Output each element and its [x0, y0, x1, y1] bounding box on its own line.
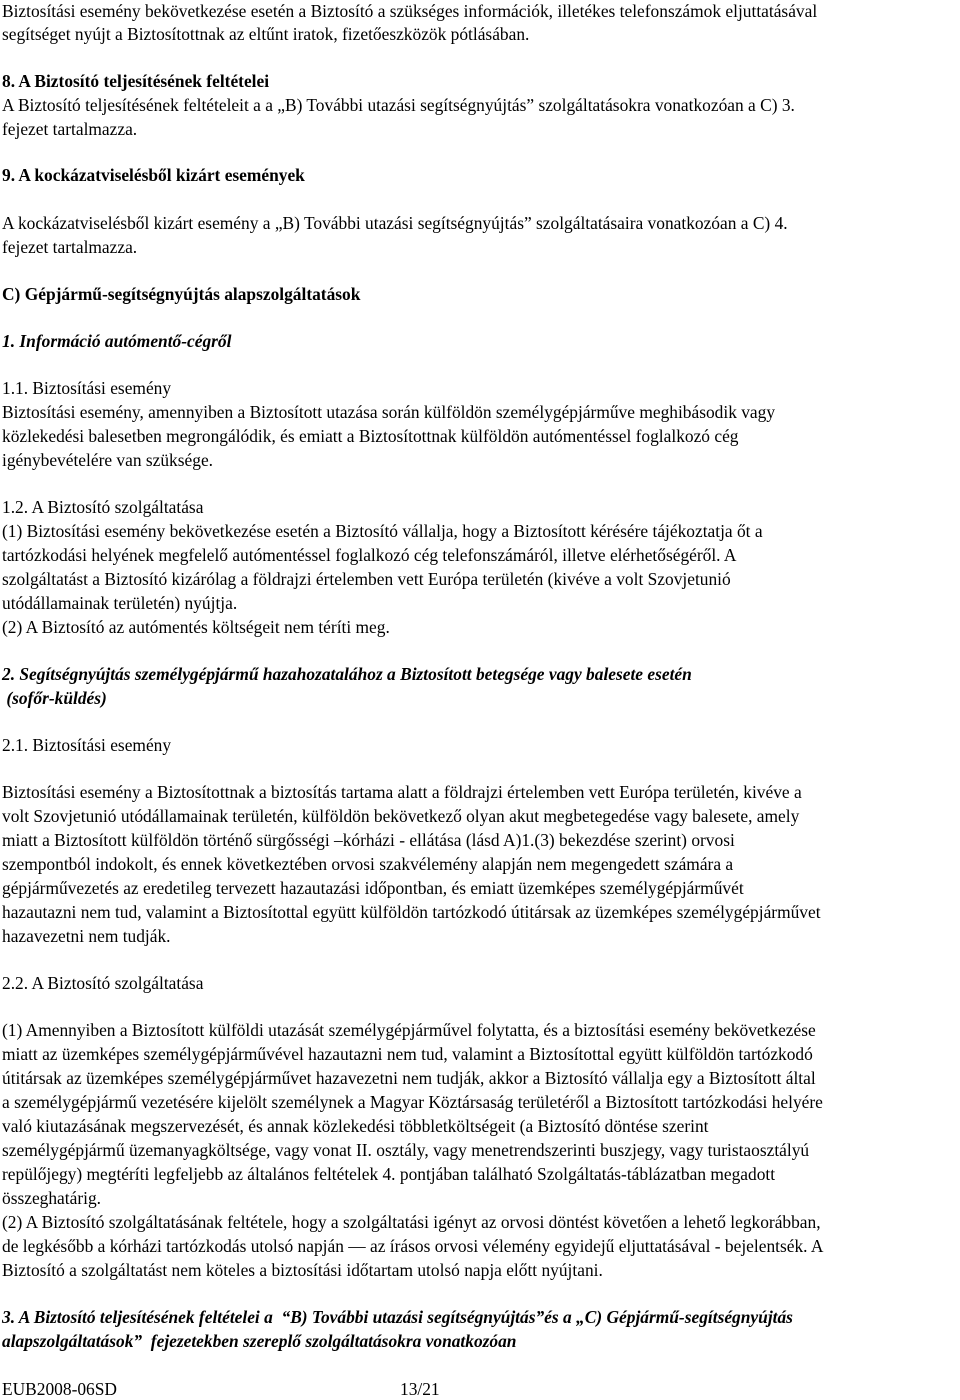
section-9-heading: 9. A kockázatviselésből kizárt események — [2, 165, 305, 185]
section-8-line-2: fejezet tartalmazza. — [2, 119, 138, 139]
section-2-2-line-1: (1) Amennyiben a Biztosított külföldi utazását személygépjárművel folytatta, és a biztosítási esemény bekövetkezése — [2, 1020, 816, 1040]
chapter-c-heading: C) Gépjármű-segítségnyújtás alapszolgáltatások — [2, 284, 361, 304]
section-1-1-line-3: igénybevételére van szüksége. — [2, 450, 214, 470]
section-1-heading: 1. Információ autómentő-cégről — [2, 331, 232, 351]
section-1-1-line-2: közlekedési balesetben megrongálódik, és emiatt a Biztosítottnak külföldön autómentéssel foglalkozó cég — [2, 426, 739, 446]
section-3-heading-line-1: 3. A Biztosító teljesítésének feltételei a “B) További utazási segítségnyújtás”és a „C) Gépjármű-segítségnyújtás — [2, 1307, 793, 1327]
footer-page-number: 13/21 — [400, 1379, 440, 1399]
section-2-2-line-7: repülőjegy) megtéríti legfeljebb az általános feltételek 4. pontjában található Szolgáltatás-táblázatban megadott — [2, 1164, 776, 1184]
section-2-1-line-6: hazautazni nem tud, valamint a Biztosítottal együtt külföldön tartózkodó útitársak az üzemképes személygépjárművet — [2, 902, 821, 922]
section-2-2-line-8: összeghatárig. — [2, 1188, 101, 1208]
section-2-heading-line-2: (sofőr-küldés) — [2, 688, 107, 708]
section-2-2-line-10: de legkésőbb a kórházi tartózkodás utolsó napján — az írásos orvosi vélemény egyidejű eljuttatásával - bejelentsék. A — [2, 1236, 824, 1256]
section-2-1-line-3: miatt a Biztosított külföldön történő sürgősségi –kórházi - ellátása (lásd A)1.(3) bekezdése szerint) orvosi — [2, 830, 735, 850]
section-2-2-line-5: való kiutazásának megszervezését, és annak közlekedési többletköltségeit (a Biztosító döntése szerint — [2, 1116, 709, 1136]
intro-line-2: segítséget nyújt a Biztosítottnak az eltűnt iratok, fizetőeszközök pótlásában. — [2, 24, 530, 44]
section-1-2-line-3: szolgáltatást a Biztosító kizárólag a földrajzi értelemben vett Európa területén (kivéve a volt Szovjetunió — [2, 569, 731, 589]
section-2-1-line-2: volt Szovjetunió utódállamainak területén, külföldön bekövetkező olyan akut megbetegedése vagy balesete, amely — [2, 806, 800, 826]
section-1-2-line-2: tartózkodási helyének megfelelő autómentéssel foglalkozó cég telefonszámáról, illetve elérhetőségéről. A — [2, 545, 737, 565]
section-1-2-heading: 1.2. A Biztosító szolgáltatása — [2, 497, 204, 517]
section-2-2-line-11: Biztosító a szolgáltatást nem köteles a biztosítási időtartam utolsó napja előtt nyújtani. — [2, 1260, 603, 1280]
section-3-heading-line-2: alapszolgáltatások” fejezetekben szereplő szolgáltatásokra vonatkozóan — [2, 1331, 517, 1351]
section-1-1-heading: 1.1. Biztosítási esemény — [2, 378, 172, 398]
section-2-1-line-7: hazavezetni nem tudják. — [2, 926, 171, 946]
section-1-1-line-1: Biztosítási esemény, amennyiben a Biztosított utazása során külföldön személygépjárműve meghibásodik vagy — [2, 402, 776, 422]
section-9-line-1: A kockázatviselésből kizárt esemény a „B) További utazási segítségnyújtás” szolgáltatásaira vonatkozóan a C) 4. — [2, 213, 788, 233]
section-1-2-line-1: (1) Biztosítási esemény bekövetkezése esetén a Biztosító vállalja, hogy a Biztosított kérésére tájékoztatja őt a — [2, 521, 763, 541]
section-2-1-line-1: Biztosítási esemény a Biztosítottnak a biztosítás tartama alatt a földrajzi értelemben vett Európa területén, kivéve a — [2, 782, 802, 802]
section-8-line-1: A Biztosító teljesítésének feltételeit a a „B) További utazási segítségnyújtás” szolgáltatásokra vonatkozóan a C) 3. — [2, 95, 795, 115]
section-8-heading: 8. A Biztosító teljesítésének feltételei — [2, 71, 270, 91]
footer-doc-code: EUB2008-06SD — [2, 1379, 117, 1399]
section-2-2-line-9: (2) A Biztosító szolgáltatásának feltétele, hogy a szolgáltatási igényt az orvosi döntést követően a lehető legkorábban, — [2, 1212, 821, 1232]
intro-line-1: Biztosítási esemény bekövetkezése esetén a Biztosító a szükséges információk, illetékes telefonszámok eljuttatásával — [2, 1, 818, 21]
section-2-2-line-2: miatt az üzemképes személygépjárművével hazautazni nem tud, valamint a Biztosítottal együtt külföldön tartózkodó — [2, 1044, 813, 1064]
section-2-1-line-5: gépjárművezetés az eredetileg tervezett hazautazási időpontban, és emiatt üzemképes személygépjárművét — [2, 878, 744, 898]
section-2-2-line-3: útitársak az üzemképes személygépjárművet hazavezetni nem tudják, akkor a Biztosító vállalja egy a Biztosított által — [2, 1068, 816, 1088]
section-2-1-heading: 2.1. Biztosítási esemény — [2, 735, 172, 755]
section-2-1-line-4: szempontból indokolt, és ennek következtében orvosi szakvélemény alapján nem megengedett számára a — [2, 854, 734, 874]
section-2-heading-line-1: 2. Segítségnyújtás személygépjármű hazahozatalához a Biztosított betegsége vagy balesete esetén — [2, 664, 692, 684]
section-2-2-line-4: a személygépjármű vezetésére kijelölt személynek a Magyar Köztársaság területéről a Biztosított tartózkodási helyére — [2, 1092, 823, 1112]
section-1-2-line-5: (2) A Biztosító az autómentés költségeit nem téríti meg. — [2, 617, 390, 637]
section-2-2-heading: 2.2. A Biztosító szolgáltatása — [2, 973, 204, 993]
section-9-line-2: fejezet tartalmazza. — [2, 237, 138, 257]
section-1-2-line-4: utódállamainak területén) nyújtja. — [2, 593, 238, 613]
section-2-2-line-6: személygépjármű üzemanyagköltsége, vagy vonat II. osztály, vagy menetrendszerinti buszjegy, vagy turistaosztályú — [2, 1140, 810, 1160]
